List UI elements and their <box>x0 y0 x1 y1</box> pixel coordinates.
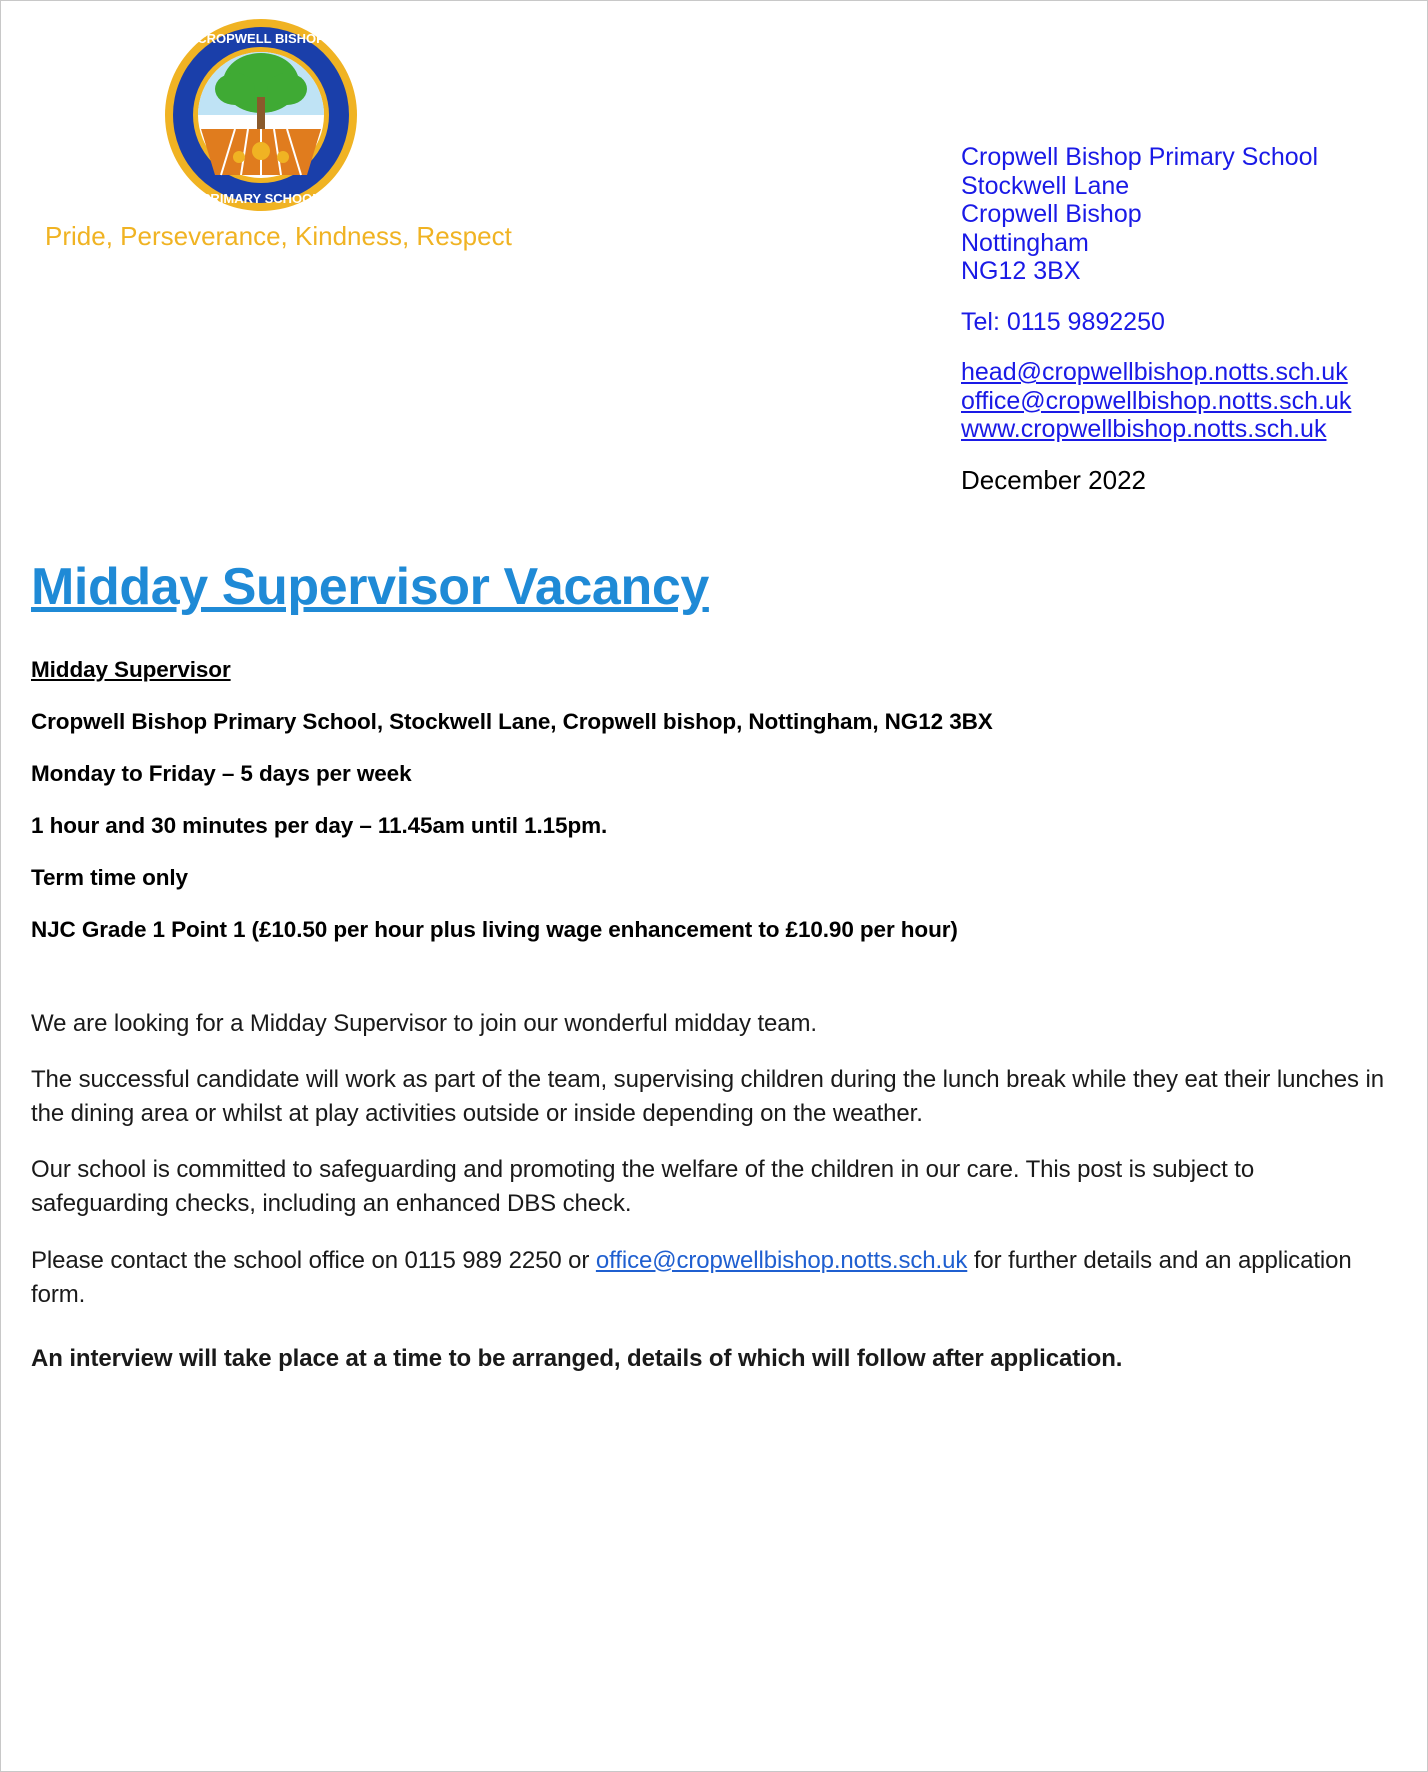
school-crest-icon <box>161 15 361 215</box>
contact-text-before: Please contact the school office on 0115 989 2250 or <box>31 1246 596 1274</box>
body-paragraph-3: Our school is committed to safeguarding and promoting the welfare of the children in our care. This post is subject to safeguarding checks, including an enhanced DBS check. <box>31 1156 1255 1218</box>
body-paragraph-1: We are looking for a Midday Supervisor to join our wonderful midday team. <box>31 1010 817 1038</box>
office-email-inline-link[interactable]: office@cropwellbishop.notts.sch.uk <box>595 1246 968 1274</box>
address-line: Nottingham <box>961 228 1089 257</box>
telephone-line: Tel: 0115 9892250 <box>961 307 1165 336</box>
vacancy-role: Midday Supervisor <box>31 657 231 683</box>
vacancy-hours: 1 hour and 30 minutes per day – 11.45am until 1.15pm. <box>31 813 608 839</box>
body-paragraph-5: An interview will take place at a time to be arranged, details of which will follow after application. <box>31 1344 1123 1372</box>
letterhead-left <box>31 15 591 252</box>
office-email-link[interactable]: office@cropwellbishop.notts.sch.uk <box>961 386 1352 415</box>
letterhead-contact-block <box>961 15 1351 495</box>
address-line: Cropwell Bishop Primary School <box>961 143 1319 171</box>
website-link[interactable]: www.cropwellbishop.notts.sch.uk <box>961 415 1327 443</box>
head-email-link[interactable]: head@cropwellbishop.notts.sch.uk <box>961 358 1348 386</box>
svg-text:CROPWELL BISHOP: CROPWELL BISHOP <box>197 31 325 46</box>
vacancy-details-list <box>31 657 1397 943</box>
letter-body <box>31 1007 1397 1376</box>
address-line: Stockwell Lane <box>961 171 1130 200</box>
vacancy-location: Cropwell Bishop Primary School, Stockwell Lane, Cropwell bishop, Nottingham, NG12 3BX <box>31 709 993 735</box>
letter-date: December 2022 <box>961 464 1146 495</box>
vacancy-term: Term time only <box>31 865 188 891</box>
svg-text:PRIMARY SCHOOL: PRIMARY SCHOOL <box>201 191 321 206</box>
letterhead <box>31 15 1397 495</box>
school-motto: Pride, Perseverance, Kindness, Respect <box>45 221 512 251</box>
contact-links <box>961 358 1351 444</box>
contact-text-after: for further details and an application form. <box>31 1246 1352 1308</box>
body-paragraph-4 <box>31 1244 1397 1312</box>
body-paragraph-2: The successful candidate will work as part of the team, supervising children during the lunch break while they eat their lunches in the dining area or whilst at play activities outside or inside depending on the weather. <box>31 1066 1384 1128</box>
vacancy-pay: NJC Grade 1 Point 1 (£10.50 per hour plus living wage enhancement to £10.90 per hour) <box>31 917 958 943</box>
address-line: Cropwell Bishop <box>961 200 1142 228</box>
page-title: Midday Supervisor Vacancy <box>31 558 709 617</box>
address-line: NG12 3BX <box>961 257 1081 285</box>
vacancy-days: Monday to Friday – 5 days per week <box>31 761 412 787</box>
